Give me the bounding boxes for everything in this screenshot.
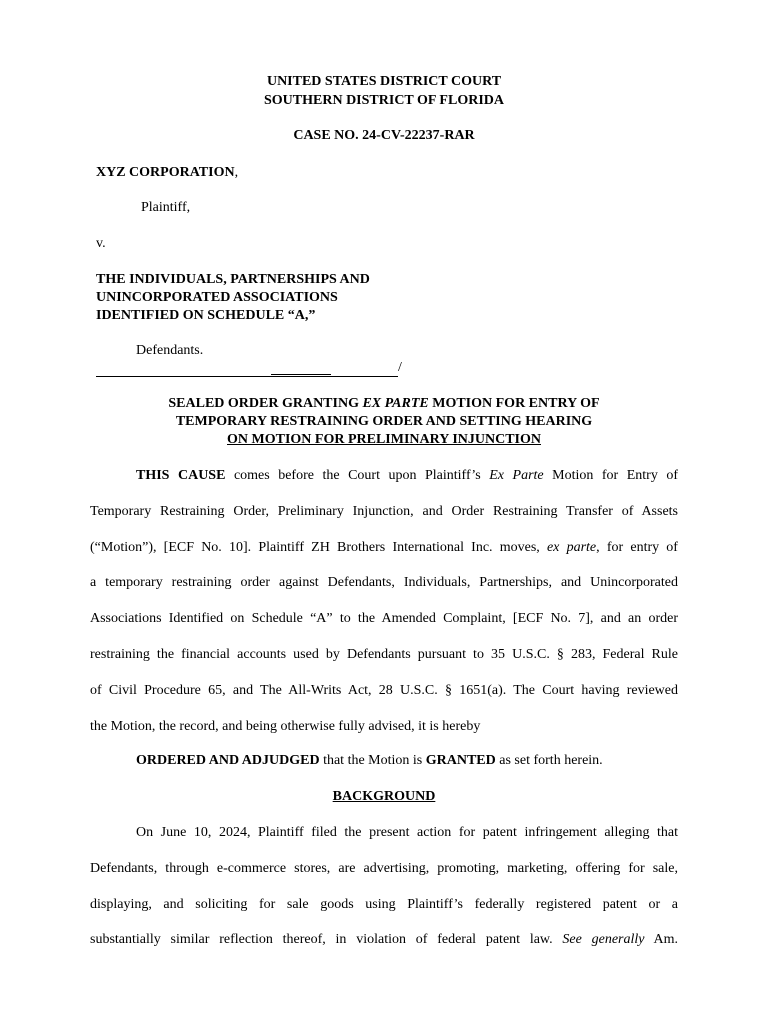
caption-rule [96, 376, 398, 377]
intro-1d: Motion for Entry of [543, 468, 678, 483]
intro-line-4: a temporary restraining order against Defendants, Individuals, Partnerships, and Unincorporated [90, 575, 678, 591]
court-district: SOUTHERN DISTRICT OF FLORIDA [264, 93, 504, 108]
order-title-line-3 [0, 432, 768, 448]
intro-line-2: Temporary Restraining Order, Preliminary Injunction, and Order Restraining Transfer of Assets [90, 503, 678, 519]
intro-line-6: restraining the financial accounts used by Defendants pursuant to 35 U.S.C. § 283, Federal Rule [90, 646, 678, 662]
defendant-line-2: UNINCORPORATED ASSOCIATIONS [96, 290, 338, 305]
ordered-line [136, 753, 603, 769]
background-line-2: Defendants, through e-commerce stores, are advertising, promoting, marketing, offering for sale, [90, 860, 678, 876]
order-title-1c: MOTION FOR ENTRY OF [428, 396, 600, 411]
intro-line-1 [90, 458, 678, 494]
defendant-line-1: THE INDIVIDUALS, PARTNERSHIPS AND [96, 272, 370, 287]
background-line-3: displaying, and soliciting for sale goods using Plaintiff’s federally registered patent or a [90, 896, 678, 912]
versus: v. [96, 236, 106, 251]
background-heading-text: BACKGROUND [332, 789, 436, 804]
court-name: UNITED STATES DISTRICT COURT [266, 74, 502, 89]
background-heading [0, 789, 768, 805]
caption-rule-accent [271, 374, 331, 375]
ordered-adjudged: ORDERED AND ADJUDGED [136, 753, 320, 768]
intro-this-cause: THIS CAUSE [136, 468, 226, 483]
intro-line-5: Associations Identified on Schedule “A” to the Amended Complaint, [ECF No. 7], and an order [90, 611, 678, 627]
case-number: CASE NO. 24-CV-22237-RAR [293, 128, 475, 143]
background-line-1: On June 10, 2024, Plaintiff filed the present action for patent infringement alleging that [136, 825, 678, 840]
background-see-generally: See generally [562, 932, 645, 948]
intro-1c: Ex Parte [489, 468, 544, 483]
background-paragraph [90, 815, 678, 958]
intro-line-7: of Civil Procedure 65, and The All-Writs Act, 28 U.S.C. § 1651(a). The Court having reviewed [90, 682, 678, 698]
plaintiff-name-text: XYZ CORPORATION [96, 165, 235, 180]
ordered-d: as set forth herein. [495, 753, 603, 768]
order-title-line-2: TEMPORARY RESTRAINING ORDER AND SETTING HEARING [175, 414, 593, 429]
ordered-b: that the Motion is [319, 753, 426, 768]
background-line-4 [90, 922, 678, 958]
background-4c: Am. [644, 932, 678, 948]
caption-slash: / [398, 360, 402, 375]
intro-paragraph [90, 458, 678, 744]
order-title-1b: EX PARTE [362, 396, 429, 411]
background-4a: substantially similar reflection thereof, in violation of federal patent law. [90, 932, 563, 948]
order-title-line-1 [0, 396, 768, 412]
plaintiff-role: Plaintiff, [141, 200, 191, 215]
plaintiff-comma: , [234, 165, 239, 180]
intro-1b: comes before the Court upon Plaintiff’s [225, 468, 490, 483]
intro-line-3 [90, 530, 678, 566]
intro-3c: , for entry of [596, 539, 678, 555]
ordered-granted: GRANTED [425, 753, 496, 768]
order-title-1a: SEALED ORDER GRANTING [168, 396, 363, 411]
plaintiff-name [96, 164, 238, 182]
intro-line-8: the Motion, the record, and being otherwise fully advised, it is hereby [90, 718, 481, 734]
intro-3b: ex parte [546, 539, 597, 555]
defendant-line-3: IDENTIFIED ON SCHEDULE “A,” [96, 308, 316, 323]
intro-3a: (“Motion”), [ECF No. 10]. Plaintiff ZH Brothers International Inc. moves, [90, 539, 547, 555]
defendant-role: Defendants. [136, 343, 204, 358]
order-title-3: ON MOTION FOR PRELIMINARY INJUNCTION [227, 432, 541, 447]
